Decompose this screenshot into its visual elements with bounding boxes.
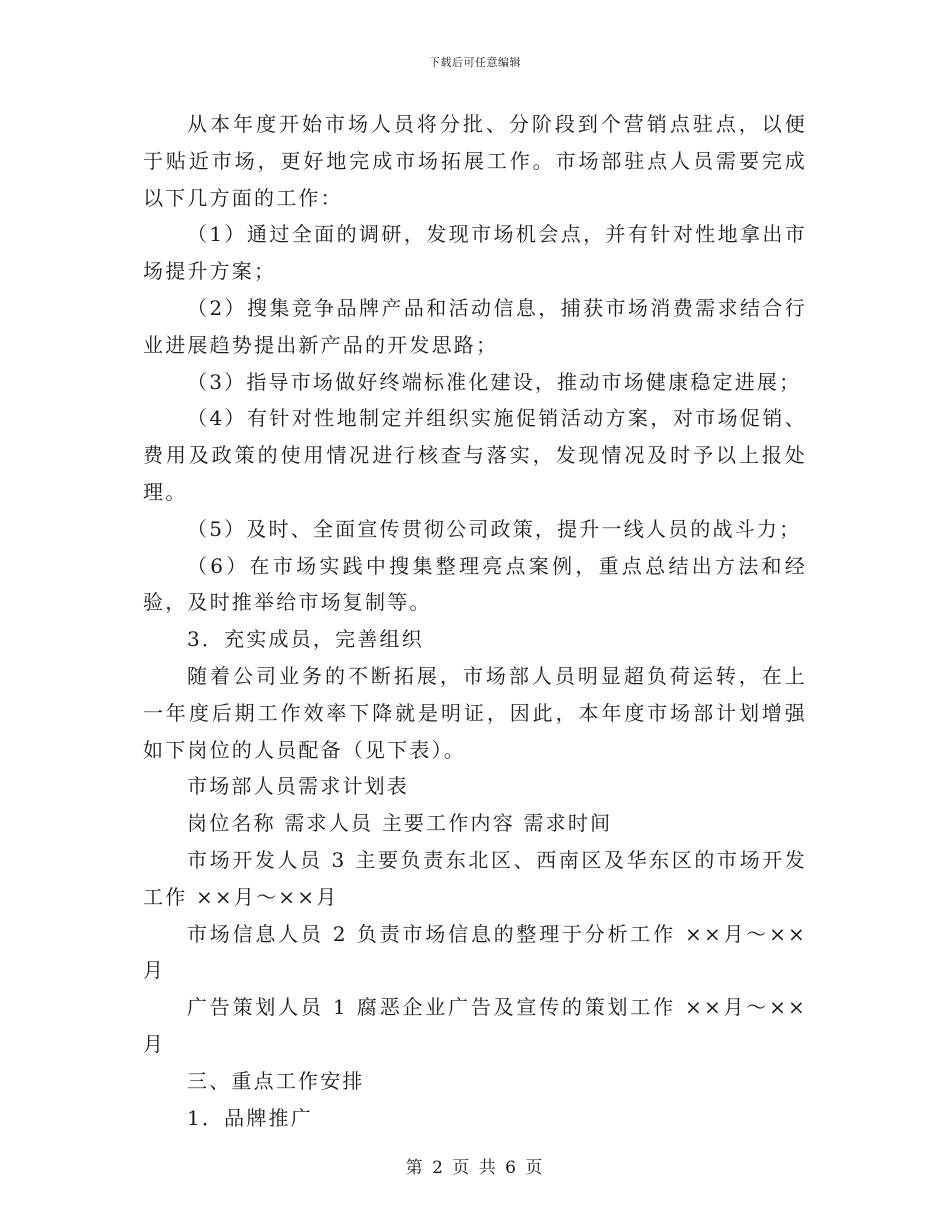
- list-item-6: （6）在市场实践中搜集整理亮点案例，重点总结出方法和经验，及时推举给市场复制等。: [143, 553, 807, 615]
- list-item-1: （1）通过全面的调研，发现市场机会点，并有针对性地拿出市场提升方案；: [143, 222, 807, 284]
- list-item-2: （2）搜集竞争品牌产品和活动信息，捕获市场消费需求结合行业进展趋势提出新产品的开发思路；: [143, 295, 807, 357]
- subsection-heading-brand: 1．品牌推广: [187, 1105, 313, 1130]
- paragraph-staffing: 随着公司业务的不断拓展，市场部人员明显超负荷运转，在上一年度后期工作效率下降就是明证，因此，本年度市场部计划增强如下岗位的人员配备（见下表）。: [143, 663, 807, 762]
- paragraph-intro: 从本年度开始市场人员将分批、分阶段到个营销点驻点，以便于贴近市场，更好地完成市场拓展工作。市场部驻点人员需要完成以下几方面的工作：: [143, 112, 807, 210]
- page-header: 下载后可任意编辑: [429, 56, 521, 69]
- table-title: 市场部人员需求计划表: [187, 774, 409, 799]
- document-body: [143, 106, 807, 1136]
- page-number: 第 2 页 共 6 页: [405, 1158, 545, 1178]
- list-item-5: （5）及时、全面宣传贯彻公司政策，提升一线人员的战斗力；: [187, 516, 802, 541]
- table-row-market-info: 市场信息人员 2 负责市场信息的整理于分析工作 ××月～××月: [143, 921, 807, 983]
- table-header-row: 岗位名称 需求人员 主要工作内容 需求时间: [187, 811, 613, 836]
- section-heading-key-work: 三、重点工作安排: [187, 1068, 365, 1093]
- table-row-ad-planning: 广告策划人员 1 腐恶企业广告及宣传的策划工作 ××月～××月: [143, 995, 807, 1056]
- list-item-3: （3）指导市场做好终端标准化建设，推动市场健康稳定进展；: [187, 369, 802, 394]
- list-item-4: （4）有针对性地制定并组织实施促销活动方案，对市场促销、费用及政策的使用情况进行核查与落实，发现情况及时予以上报处理。: [143, 406, 807, 504]
- table-row-market-dev: 市场开发人员 3 主要负责东北区、西南区及华东区的市场开发工作 ××月～××月: [143, 847, 807, 909]
- section-heading-staffing: 3．充实成员，完善组织: [187, 627, 424, 652]
